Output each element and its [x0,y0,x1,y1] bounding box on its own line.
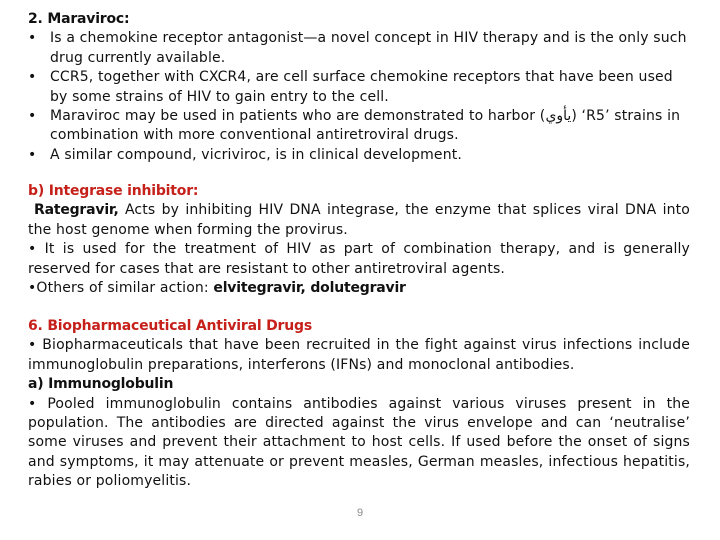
page-number: 9 [356,507,364,519]
integrase-paragraph-1 [28,201,690,240]
others-label: •Others of similar action: [28,280,214,297]
maraviroc-heading: 2. Maraviroc: [28,11,130,27]
maraviroc-bullet-4 [28,146,690,165]
maraviroc-bullet-3 [28,107,690,146]
bullet-text: Is a chemokine receptor antagonist—a novel concept in HIV therapy and is the only such drug currently available. [50,30,687,66]
maraviroc-bullet-2 [28,68,690,107]
immunoglobulin-heading: a) Immunoglobulin [28,376,174,393]
section-biopharmaceutical [28,317,690,492]
bullet-dot: • [28,30,37,47]
integrase-text-1: Acts by inhibiting HIV DNA integrase, the enzyme that splices viral DNA into the host genome when forming the provirus. [28,202,690,238]
biopharma-paragraph: • Biopharmaceuticals that have been recruited in the fight against virus infections include immunoglobulin preparations, interferons (IFNs) and monoclonal antibodies. [28,337,690,373]
bullet-text: CCR5, together with CXCR4, are cell surface chemokine receptors that have been used by some strains of HIV to gain entry to the cell. [50,69,673,105]
immunoglobulin-paragraph: • Pooled immunoglobulin contains antibodies against various viruses present in the population. The antibodies are directed against the virus envelope and can ‘neutralise’ some viruses and prevent their attachment to host cells. If used before the onset of signs and symptoms, it may attenuate or prevent measles, German measles, infectious hepatitis, rabies or poliomyelitis. [28,395,690,490]
bullet-dot: • [28,146,37,163]
section-maraviroc [28,10,690,165]
bullet-text: A similar compound, vicriviroc, is in clinical development. [50,146,462,163]
bullet-text: Maraviroc may be used in patients who are demonstrated to harbor (يأوي) ‘R5’ strains in combination with more conventional antiretroviral drugs. [50,108,681,144]
section-integrase-inhibitor [28,182,690,298]
similar-drugs: elvitegravir, dolutegravir [213,280,406,297]
bullet-dot: • [28,69,37,86]
integrase-paragraph-3 [28,279,690,298]
rategravir-label: Rategravir, [34,202,119,219]
biopharma-heading: 6. Biopharmaceutical Antiviral Drugs [28,318,312,334]
bullet-dot: • [28,108,37,125]
integrase-paragraph-2: • It is used for the treatment of HIV as part of combination therapy, and is generally reserved for cases that are resistant to other antiretroviral agents. [28,241,690,277]
integrase-heading: b) Integrase inhibitor: [28,183,199,199]
maraviroc-bullet-1 [28,29,690,68]
